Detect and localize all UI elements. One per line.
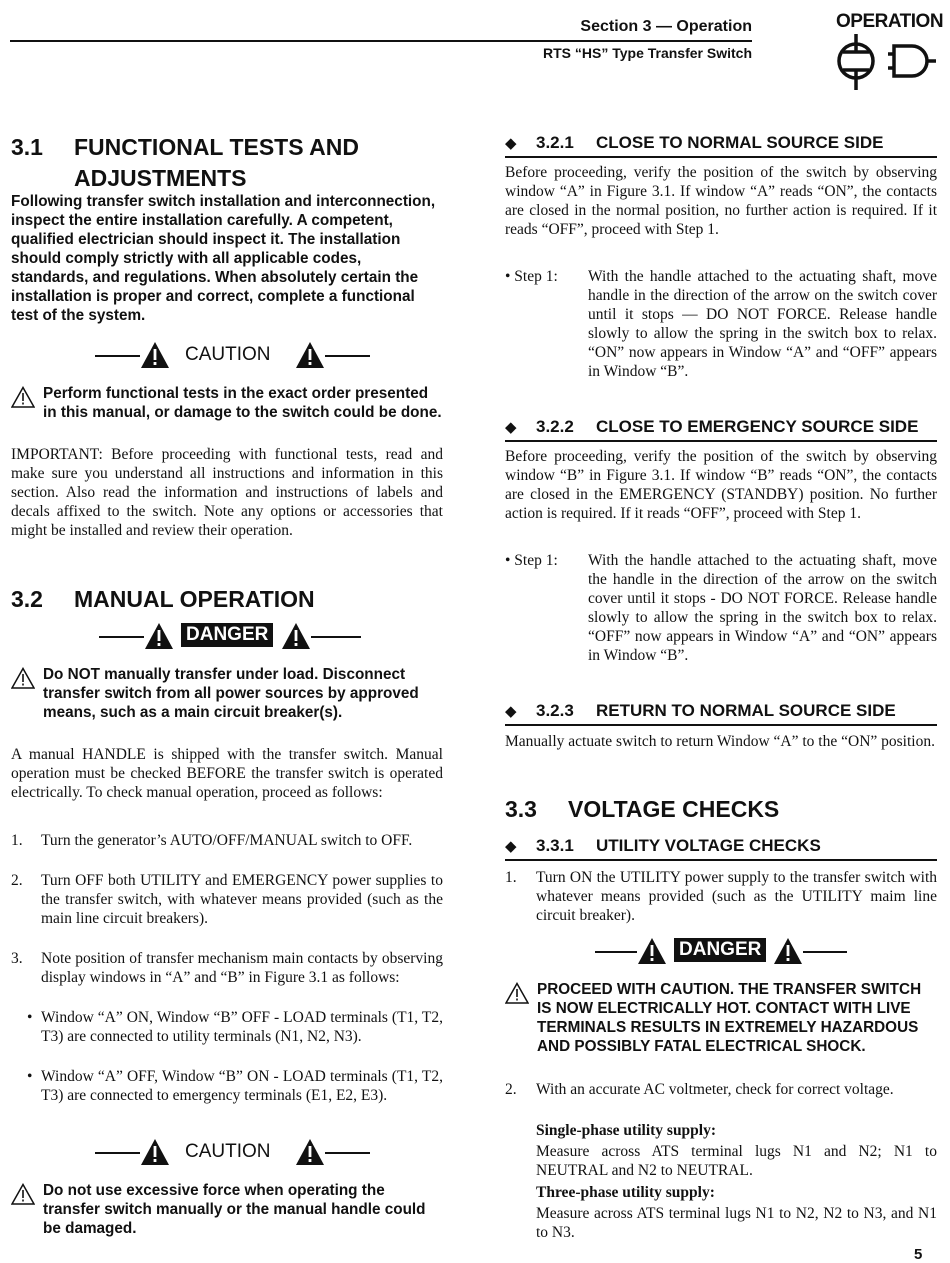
caution-word: CAUTION bbox=[185, 344, 271, 365]
operation-symbol-icon bbox=[832, 34, 942, 92]
return-normal-paragraph: Manually actuate switch to return Window “A” to the “ON” position. bbox=[505, 733, 935, 750]
caution-signal-1 bbox=[95, 341, 365, 371]
caution-word: CAUTION bbox=[185, 1141, 271, 1162]
danger-triangle-icon bbox=[505, 982, 529, 1004]
header-section-title: Section 3 — Operation bbox=[580, 18, 752, 35]
intro-paragraph: Following transfer switch installation and interconnection, inspect the entire installation carefully. A competent, qualified electrician should inspect it. The installation should comply strictly with all applicable codes, standards, and regulations. When absolutely certain the installation is proper and correct, complete a functional test of the system. bbox=[11, 193, 436, 324]
important-paragraph: IMPORTANT: Before proceeding with functional tests, read and make sure you understand all instructions and information in this section. Also read the information and instructions of labels and decals affixed to the switch. Note any options or accessories that might be installed and review their operation. bbox=[11, 446, 443, 539]
caution-triangle-icon bbox=[11, 386, 35, 408]
section-3-3-1-heading: ◆ 3.3.1 UTILITY VOLTAGE CHECKS bbox=[505, 835, 937, 861]
diamond-bullet-icon: ◆ bbox=[505, 135, 517, 152]
warning-triangle-icon bbox=[140, 1138, 170, 1166]
page-number: 5 bbox=[914, 1246, 923, 1263]
manual-intro-paragraph: A manual HANDLE is shipped with the transfer switch. Manual operation must be checked BEFORE the transfer switch is operated electrically. To check manual operation, proceed as follows: bbox=[11, 746, 443, 801]
danger-signal-2 bbox=[595, 937, 847, 967]
section-3-2-3-heading: ◆ 3.2.3 RETURN TO NORMAL SOURCE SIDE bbox=[505, 700, 937, 726]
diamond-bullet-icon: ◆ bbox=[505, 419, 517, 436]
single-phase-text: Measure across ATS terminal lugs N1 and N2; N1 to NEUTRAL and N2 to NEUTRAL. bbox=[536, 1143, 937, 1179]
normal-source-paragraph: Before proceeding, verify the position of the switch by observing window “A” in Figure 3.1. If window “A” reads “ON”, the contacts are closed in the normal position, no further action is required. If it reads “OFF”, proceed with Step 1. bbox=[505, 164, 937, 238]
danger-triangle-icon bbox=[11, 667, 35, 689]
warning-triangle-icon bbox=[144, 622, 174, 650]
warning-triangle-icon bbox=[295, 1138, 325, 1166]
danger-word: DANGER bbox=[674, 938, 766, 962]
section-3-2-1-heading: ◆ 3.2.1 CLOSE TO NORMAL SOURCE SIDE bbox=[505, 132, 937, 158]
emergency-source-paragraph: Before proceeding, verify the position of the switch by observing window “B” in Figure 3.1. If window “B” reads “ON”, the contacts are closed in the EMERGENCY (STANDBY) position. No further action is required. If it reads “OFF”, proceed with Step 1. bbox=[505, 448, 937, 522]
warning-triangle-icon bbox=[295, 341, 325, 369]
three-phase-label: Three-phase utility supply: bbox=[536, 1184, 715, 1201]
section-3-2-2-heading: ◆ 3.2.2 CLOSE TO EMERGENCY SOURCE SIDE bbox=[505, 416, 937, 442]
manual-page: Section 3 — Operation RTS “HS” Type Transfer Switch OPERATION 3.1 FUNCTIONAL TESTS AND ADJUSTMENTS Following transfer switch installation and interconnection, inspect the entire installation carefully. A competent, qualified electrician should inspect it. The installation should comply strictly with all applicable codes, standards, and regulations. When absolutely certain the installation is proper and correct, complete a functional test of the system. CAUTION Perform functional tests in the exact order presented in this manual, or damage to the switch could be done. IMPORTANT: Before proceeding with functional tests, read and make sure you understand all instructions and information in this section. Also read the information and instructions of labels and decals affixed to the switch. Note any options or accessories that might be installed and review their operation. 3.2 MANUAL OPERATION DANGER Do NOT manually transfer under load. Disconnect transfer switch from all power sources by approved means, such as a main circuit breaker(s). A manual HANDLE is shipped with the transfer switch. Manual operation must be checked BEFORE the transfer switch is operated electrically. To check manual operation, proceed as follows: 1. Turn the generator’s AUTO/OFF/MANUAL switch to OFF. 2. Turn OFF both UTILITY and EMERGENCY power supplies to the transfer switch, with whatever means provided (such as the main line circuit breakers). 3. Note position of transfer mechanism main contacts by observing display windows in “A” and “B” in Figure 3.1 as follows: • Window “A” ON, Window “B” OFF - LOAD terminals (T1, T2, T3) are connected to utility terminals (N1, N2, N3). • Window “A” OFF, Window “B” ON - LOAD terminals (T1, T2, T3) are connected to emergency terminals (E1, E2, E3). CAUTION Do not use excessive force when operating the transfer switch manually or the manual handle could be damaged. ◆ 3.2.1 CLOSE TO NORMAL SOURCE SIDE Before proceeding, verify the position of the switch by observing window “A” in Figure 3.1. If window “A” reads “ON”, the contacts are closed in the normal position, no further action is required. If it reads “OFF”, proceed with Step 1. • Step 1: With the handle attached to the actuating shaft, move handle in the direction of the arrow on the switch cover until it stops — DO NOT FORCE. Release handle slowly to allow the spring in the switch box to relax. “ON” now appears in Window “A” and “OFF” appears in Window “B”. ◆ 3.2.2 CLOSE TO EMERGENCY SOURCE SIDE Before proceeding, verify the position of the switch by observing window “B” in Figure 3.1. If window “B” reads “ON”, the contacts are closed in the EMERGENCY (STANDBY) position. No further action is required. If it reads “OFF”, proceed with Step 1. • Step 1: With the handle attached to the actuating shaft, move the handle in the direction of the arrow on the switch cover until it stops - DO NOT FORCE. Release handle slowly to allow the spring in the switch box to relax. “OFF” now appears in Window “A” and “ON” appears in Window “B”. ◆ 3.2.3 RETURN TO NORMAL SOURCE SIDE Manually actuate switch to return Window “A” to the “ON” position. 3.3 VOLTAGE CHECKS ◆ 3.3.1 UTILITY VOLTAGE CHECKS 1. Turn ON the UTILITY power supply to the transfer switch with whatever means provided (such as the UTILITY maim line circuit breaker). DANGER PROCEED WITH CAUTION. THE TRANSFER SWITCH IS NOW ELECTRICALLY HOT. CONTACT WITH LIVE TERMINALS RESULTS IN EXTREMELY HAZARDOUS AND POSSIBLY FATAL ELECTRICAL SHOCK. 2. With an accurate AC voltmeter, check for correct voltage. Single-phase utility supply: Measure across ATS terminal lugs N1 and N2; N1 to NEUTRAL and N2 to NEUTRAL. Three-phase utility supply: Measure across ATS terminal lugs N1 to N2, N2 to N3, and N1 to N3. 5 bbox=[11, 11, 944, 1263]
caution-signal-2 bbox=[95, 1138, 365, 1168]
header-rule bbox=[10, 40, 752, 42]
warning-triangle-icon bbox=[637, 937, 667, 965]
operation-badge: OPERATION bbox=[836, 11, 944, 32]
warning-triangle-icon bbox=[773, 937, 803, 965]
warning-triangle-icon bbox=[140, 341, 170, 369]
danger-signal-1 bbox=[99, 622, 361, 652]
three-phase-text: Measure across ATS terminal lugs N1 to N2, N2 to N3, and N1 to N3. bbox=[536, 1205, 937, 1241]
single-phase-label: Single-phase utility supply: bbox=[536, 1122, 717, 1139]
diamond-bullet-icon: ◆ bbox=[505, 703, 517, 720]
caution-triangle-icon bbox=[11, 1183, 35, 1205]
header-subtitle: RTS “HS” Type Transfer Switch bbox=[542, 45, 752, 61]
danger-word: DANGER bbox=[181, 623, 273, 647]
warning-triangle-icon bbox=[281, 622, 311, 650]
diamond-bullet-icon: ◆ bbox=[505, 838, 517, 855]
